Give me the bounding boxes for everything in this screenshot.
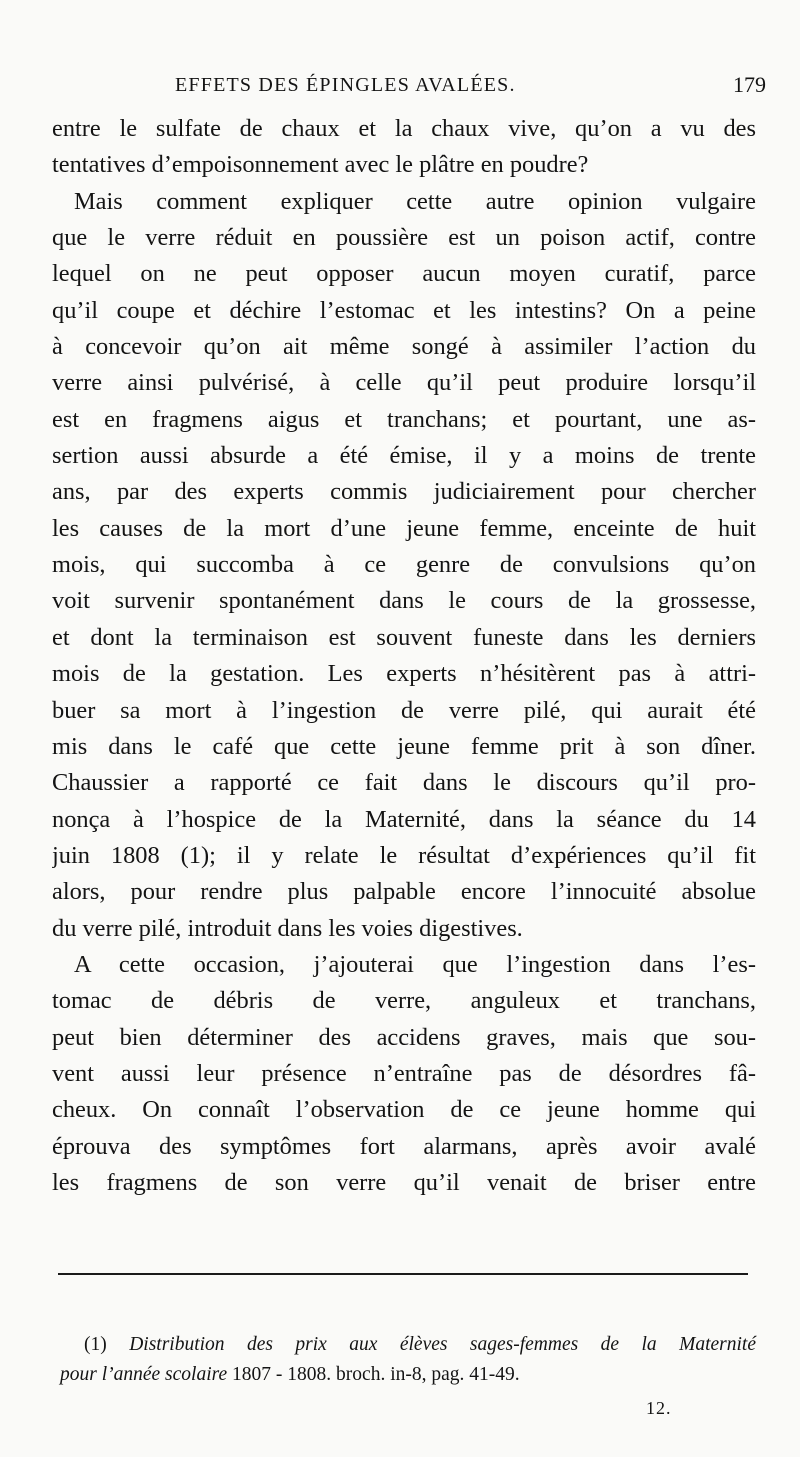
text-line: tentatives d’empoisonnement avec le plâtre en poudre? <box>52 151 589 179</box>
footnote-year-label: pour l’année scolaire <box>60 1364 228 1385</box>
text-line: nonça à l’hospice de la Maternité, dans la séance du 14 <box>52 805 756 833</box>
text-line: les fragmens de son verre qu’il venait de briser entre <box>52 1168 756 1196</box>
text-line: qu’il coupe et déchire l’estomac et les intestins? On a peine <box>52 296 756 324</box>
text-line: lequel on ne peut opposer aucun moyen curatif, parce <box>52 260 756 288</box>
text-line: tomac de débris de verre, anguleux et tranchans, <box>52 987 756 1015</box>
footnote-title: Distribution des prix aux élèves sages-femmes de la Maternité <box>129 1334 756 1355</box>
text-line: buer sa mort à l’ingestion de verre pilé, qui aurait été <box>52 696 756 724</box>
footnote-marker: (1) <box>84 1334 107 1355</box>
footnote-details: 1807 - 1808. broch. in-8, pag. 41-49. <box>232 1364 520 1385</box>
text-line: est en fragmens aigus et tranchans; et pourtant, une as- <box>52 405 756 433</box>
running-head: EFFETS DES ÉPINGLES AVALÉES. <box>175 74 516 96</box>
text-line: les causes de la mort d’une jeune femme, enceinte de huit <box>52 514 756 542</box>
text-line: vent aussi leur présence n’entraîne pas de désordres fâ- <box>52 1059 756 1087</box>
text-line: à concevoir qu’on ait même songé à assimiler l’action du <box>52 333 756 361</box>
signature-mark: 12. <box>646 1398 672 1418</box>
text-line: entre le sulfate de chaux et la chaux vive, qu’on a vu des <box>52 115 756 142</box>
text-line: alors, pour rendre plus palpable encore l’innocuité absolue <box>52 878 756 906</box>
footnote-line-2 <box>60 1360 756 1390</box>
text-line: peut bien déterminer des accidens graves, mais que sou- <box>52 1023 756 1051</box>
text-line: sertion aussi absurde a été émise, il y a moins de trente <box>52 442 756 470</box>
text-line: éprouva des symptômes fort alarmans, après avoir avalé <box>52 1132 756 1160</box>
footnote <box>60 1330 756 1390</box>
body-text <box>52 111 756 1201</box>
text-line: mois, qui succomba à ce genre de convulsions qu’on <box>52 551 756 579</box>
text-line: Mais comment expliquer cette autre opinion vulgaire <box>74 187 756 215</box>
text-line: mis dans le café que cette jeune femme prit à son dîner. <box>52 732 756 760</box>
text-line: Chaussier a rapporté ce fait dans le discours qu’il pro- <box>52 769 756 797</box>
text-line: verre ainsi pulvérisé, à celle qu’il peut produire lorsqu’il <box>52 369 756 397</box>
footnote-line-1 <box>84 1330 756 1360</box>
page-number: 179 <box>733 72 766 97</box>
footnote-rule <box>58 1273 748 1275</box>
text-line: que le verre réduit en poussière est un poison actif, contre <box>52 224 756 252</box>
text-line: mois de la gestation. Les experts n’hésitèrent pas à attri- <box>52 660 756 688</box>
text-line: A cette occasion, j’ajouterai que l’ingestion dans l’es- <box>74 950 756 978</box>
text-line: et dont la terminaison est souvent funeste dans les derniers <box>52 623 756 651</box>
text-line: ans, par des experts commis judiciairement pour chercher <box>52 478 756 506</box>
text-line: juin 1808 (1); il y relate le résultat d’expériences qu’il fit <box>52 841 756 869</box>
text-line: du verre pilé, introduit dans les voies digestives. <box>52 914 523 942</box>
text-line: voit survenir spontanément dans le cours de la grossesse, <box>52 587 756 615</box>
text-line: cheux. On connaît l’observation de ce jeune homme qui <box>52 1096 756 1124</box>
page-header <box>50 70 770 104</box>
